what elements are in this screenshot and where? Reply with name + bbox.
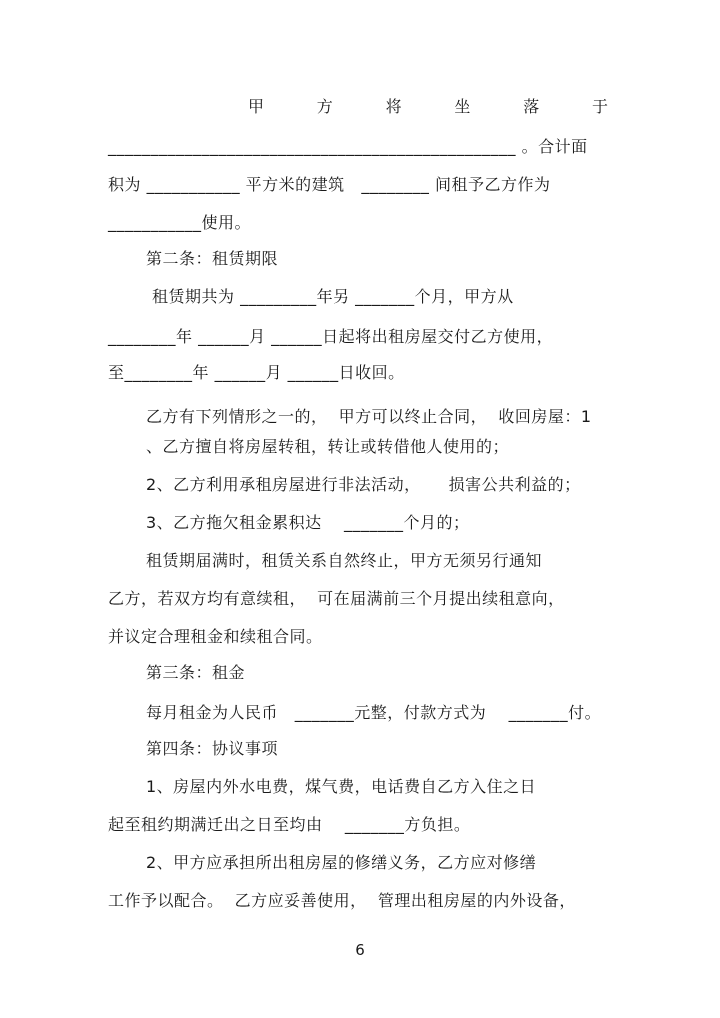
text-line: 、乙方擅自将房屋转租，转让或转借他人使用的； bbox=[146, 437, 510, 456]
section-heading: 第二条：租赁期限 bbox=[146, 249, 279, 268]
heading-line bbox=[108, 96, 608, 118]
heading-char: 坐 bbox=[454, 97, 471, 116]
text-line: 3、乙方拖欠租金累积达 _______个月的； bbox=[146, 513, 470, 532]
heading-char: 甲 bbox=[248, 97, 265, 116]
text-line: ________年 ______月 ______日起将出租房屋交付乙方使用， bbox=[108, 327, 554, 346]
heading-char: 将 bbox=[385, 97, 402, 116]
text-line: 积为 ___________ 平方米的建筑 ________ 间租予乙方作为 bbox=[108, 175, 551, 194]
section-heading: 第三条：租金 bbox=[146, 663, 246, 682]
text-line: 起至租约期满迁出之日至均由 _______方负担。 bbox=[108, 815, 471, 834]
text-line: 每月租金为人民币 _______元整，付款方式为 _______付。 bbox=[146, 703, 602, 722]
text-line: 租赁期届满时，租赁关系自然终止，甲方无须另行通知 bbox=[146, 551, 543, 570]
heading-char: 于 bbox=[591, 97, 608, 116]
text-line: 工作予以配合。 乙方应妥善使用， 管理出租房屋的内外设备， bbox=[108, 891, 576, 910]
text-line: ___________使用。 bbox=[108, 213, 252, 232]
text-line: 至________年 ______月 ______日收回。 bbox=[108, 363, 405, 382]
text-line: 乙方，若双方均有意续租， 可在届满前三个月提出续租意向， bbox=[108, 589, 565, 608]
heading-char: 方 bbox=[316, 97, 333, 116]
text-line: 并议定合理租金和续租合同。 bbox=[108, 627, 323, 646]
text-line: 1、房屋内外水电费，煤气费，电话费自乙方入住之日 bbox=[146, 777, 537, 796]
text-line: 租赁期共为 _________年另 _______个月，甲方从 bbox=[152, 287, 514, 306]
section-heading: 第四条：协议事项 bbox=[146, 739, 279, 758]
text-line: 乙方有下列情形之一的， 甲方可以终止合同， 收回房屋：1 bbox=[146, 407, 592, 426]
text-line: 2、乙方利用承租房屋进行非法活动， 损害公共利益的； bbox=[146, 475, 581, 494]
page-number: 6 bbox=[355, 941, 365, 959]
text-line: ________________________________________________ 。合计面 bbox=[108, 137, 588, 156]
heading-char: 落 bbox=[523, 97, 540, 116]
text-line: 2、甲方应承担所出租房屋的修缮义务，乙方应对修缮 bbox=[146, 853, 537, 872]
